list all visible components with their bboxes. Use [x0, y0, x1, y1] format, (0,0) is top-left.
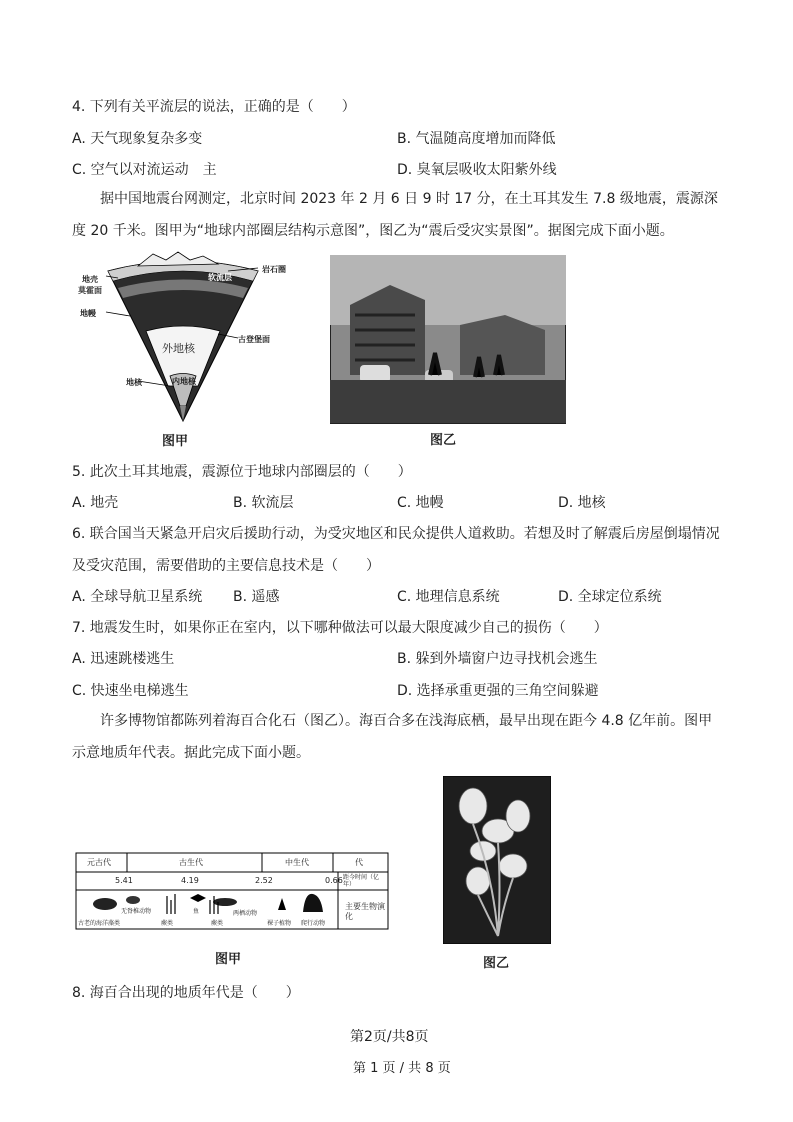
q7-option-a: A. 迅速跳楼逃生	[72, 651, 175, 667]
era-proterozoic: 元古代	[87, 858, 111, 867]
q6-stem-line2: 及受灾范围，需要借助的主要信息技术是（ ）	[72, 558, 380, 574]
page-number-outer: 第 1 页 / 共 8 页	[353, 1061, 451, 1076]
q6-option-c: C. 地理信息系统	[397, 589, 500, 605]
time-066: 0.66	[325, 876, 343, 885]
q5-option-c: C. 地幔	[397, 495, 444, 511]
q6-option-a: A. 全球导航卫星系统	[72, 589, 203, 605]
q6-option-d: D. 全球定位系统	[558, 589, 662, 605]
caption-fig2-b: 图乙	[483, 956, 510, 971]
intro-paragraph-1: 据中国地震台网测定，北京时间 2023 年 2 月 6 日 9 时 17 分，在土耳其发生 7.8 级地震，震源深度 20 千米。图甲为“地球内部圈层结构示意图”，图乙为“震后受灾实景图”。据图完成下面小题。	[72, 191, 718, 239]
crinoid-fossil-photo	[443, 776, 551, 944]
time-252: 2.52	[255, 876, 273, 885]
earthquake-damage-photo	[330, 255, 566, 425]
era-cenozoic: 代	[355, 858, 363, 867]
era-mesozoic: 中生代	[285, 858, 309, 867]
q5-option-b: B. 软流层	[233, 495, 294, 511]
q4-option-a: A. 天气现象复杂多变	[72, 131, 203, 147]
q4-option-c: C. 空气以对流运动 主	[72, 162, 217, 178]
biology-label: 主要生物演化	[345, 902, 385, 921]
organism-algae: 古老的海洋藻类	[78, 920, 121, 927]
q7-option-d: D. 选择承重更强的三角空间躲避	[397, 683, 599, 699]
organism-invertebrates: 无脊椎动物	[121, 908, 152, 915]
organism-ferns-1: 蕨类	[161, 920, 174, 927]
q4-option-d: D. 臭氧层吸收太阳紫外线	[397, 162, 557, 178]
intro-paragraph-2: 许多博物馆都陈列着海百合化石（图乙）。海百合多在浅海底栖，最早出现在距今 4.8 亿年前。图甲示意地质年代表。据此完成下面小题。	[72, 713, 713, 761]
time-axis-label: 距今时间（亿年）	[343, 874, 380, 888]
label-mantle: 地幔	[80, 309, 96, 318]
q5-option-d: D. 地核	[558, 495, 606, 511]
q7-stem: 7. 地震发生时，如果你正在室内，以下哪种做法可以最大限度减少自己的损伤（ ）	[72, 620, 608, 636]
time-419: 4.19	[181, 876, 199, 885]
label-outer-core: 外地核	[162, 342, 195, 355]
earth-structure-figure	[78, 246, 288, 449]
organism-fish: 鱼	[193, 908, 200, 915]
q4-stem: 4. 下列有关平流层的说法，正确的是（ ）	[72, 99, 356, 115]
caption-fig1-a: 图甲	[162, 434, 189, 449]
organism-amphibians: 两栖动物	[233, 910, 258, 917]
label-asthenosphere: 软流层	[208, 273, 232, 282]
label-inner-core: 内地核	[172, 377, 196, 386]
q7-option-b: B. 躲到外墙窗户边寻找机会逃生	[397, 651, 598, 667]
q6-stem-line1: 6. 联合国当天紧急开启灾后援助行动，为受灾地区和民众提供人道救助。若想及时了解震后房屋倒塌情况	[72, 526, 720, 542]
page-number-inner: 第2页/共8页	[350, 1029, 429, 1045]
organism-reptiles: 爬行动物	[301, 920, 326, 927]
geologic-timeline-figure	[75, 852, 390, 968]
label-lithosphere: 岩石圈	[262, 265, 286, 274]
caption-fig1-b: 图乙	[430, 433, 457, 448]
earthquake-photo-figure	[330, 255, 566, 448]
caption-fig2-a: 图甲	[215, 952, 242, 967]
organism-ferns-2: 蕨类	[211, 920, 224, 927]
q7-option-c: C. 快速坐电梯逃生	[72, 683, 189, 699]
time-541: 5.41	[115, 876, 133, 885]
q5-stem: 5. 此次土耳其地震，震源位于地球内部圈层的（ ）	[72, 464, 412, 480]
organism-gymnosperms: 裸子植物	[267, 920, 292, 927]
label-crust: 地壳	[82, 275, 98, 284]
q5-option-a: A. 地壳	[72, 495, 119, 511]
era-paleozoic: 古生代	[179, 858, 203, 867]
label-core: 地核	[126, 378, 142, 387]
q6-option-b: B. 遥感	[233, 589, 280, 605]
crinoid-fossil-figure	[443, 776, 553, 971]
label-moho: 莫霍面	[78, 286, 102, 295]
geologic-timeline-table	[75, 852, 390, 932]
q8-stem: 8. 海百合出现的地质年代是（ ）	[72, 985, 300, 1001]
q4-option-b: B. 气温随高度增加而降低	[397, 131, 556, 147]
label-gutenberg: 古登堡面	[238, 335, 270, 344]
